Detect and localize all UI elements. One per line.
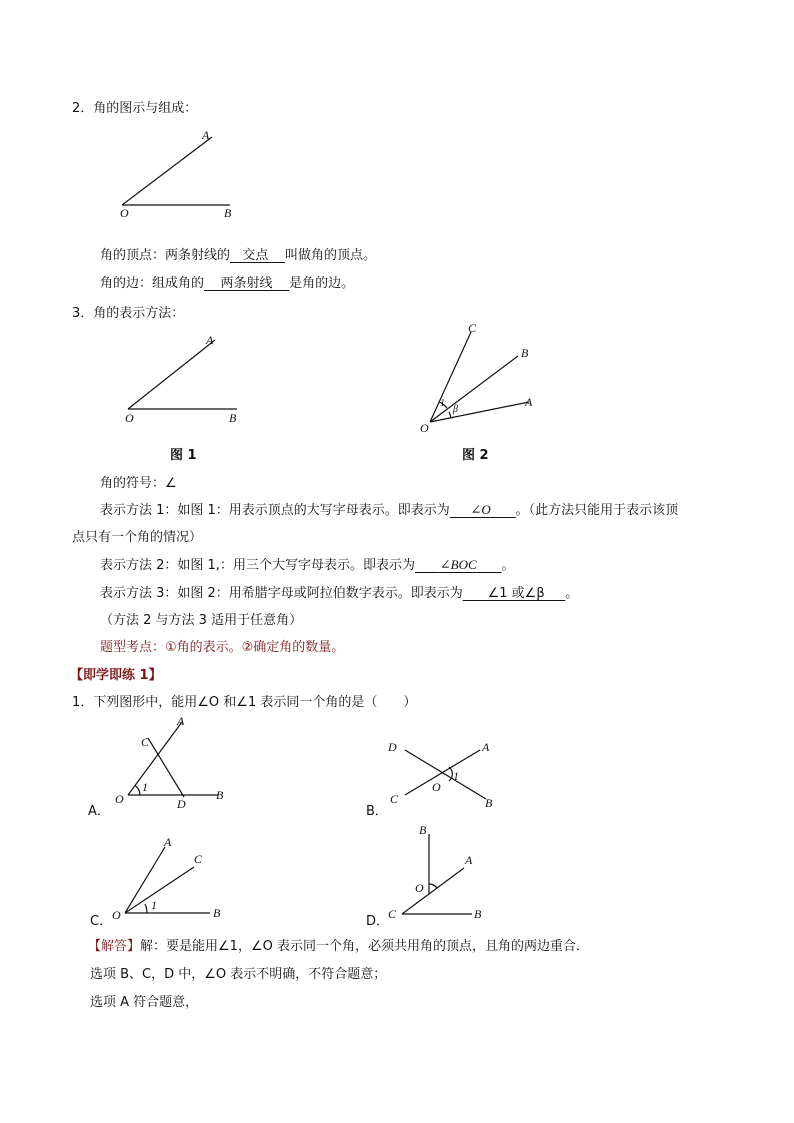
- answer-tag: 【解答】: [88, 939, 141, 954]
- label-a: A: [164, 835, 172, 849]
- vertex-suffix: 叫做角的顶点。: [284, 248, 376, 263]
- arc-angle-o: [429, 884, 437, 888]
- answer-line-1: [88, 935, 589, 954]
- line-db: [405, 750, 486, 799]
- label-c: C: [194, 852, 203, 866]
- label-1: 1: [151, 898, 157, 912]
- label-o: O: [432, 780, 441, 794]
- answer-text-1: 解：要是能用∠1，∠O 表示同一个角，必须共用角的顶点，且角的两边重合．: [140, 939, 589, 954]
- option-b-letter: B．: [366, 804, 388, 819]
- arc-angle-beta: [449, 412, 451, 418]
- ray-oa: [122, 137, 212, 205]
- method-1-prefix: 表示方法 1：如图 1：用表示顶点的大写字母表示。即表示为: [100, 503, 450, 518]
- arc-angle-1: [135, 786, 140, 796]
- practice-title: 【即学即练 1】: [70, 668, 162, 683]
- side-definition: [100, 272, 354, 291]
- option-d-figure: [384, 820, 494, 924]
- label-b: B: [224, 206, 232, 220]
- method-2: [100, 554, 514, 573]
- label-beta: β: [453, 404, 458, 415]
- section-3-heading: 3．角的表示方法：: [72, 306, 185, 321]
- angle-figure-aob: [110, 125, 250, 220]
- label-1: 1: [440, 398, 445, 409]
- methods-note: （方法 2 与方法 3 适用于任意角）: [100, 613, 303, 628]
- side-answer: [204, 276, 289, 291]
- ray-ob: [430, 356, 518, 422]
- method-1: [100, 499, 678, 518]
- label-o: O: [112, 908, 121, 922]
- label-o: O: [420, 421, 429, 435]
- label-d: D: [177, 797, 186, 811]
- label-o: O: [120, 206, 129, 220]
- ray-oc: [125, 867, 194, 913]
- method-1-suffix: 。（此方法只能用于表示该顶: [515, 503, 679, 518]
- vertex-prefix: 角的顶点：两条射线的: [100, 248, 231, 263]
- label-1: 1: [453, 769, 459, 783]
- side-prefix: 角的边：组成角的: [100, 276, 205, 291]
- option-a-figure: [110, 713, 240, 813]
- option-c-letter: C．: [90, 914, 113, 929]
- method-3-prefix: 表示方法 3：如图 2：用希腊字母或阿拉伯数字表示。即表示为: [100, 586, 463, 601]
- side-answer-text: 两条射线: [220, 276, 273, 291]
- exam-points: 题型考点：①角的表示。②确定角的数量。: [100, 640, 345, 655]
- label-c: C: [388, 907, 397, 921]
- arc-angle-1: [145, 904, 147, 913]
- method-3-answer: [463, 586, 565, 601]
- vertex-answer: [230, 248, 285, 263]
- answer-line-2: 选项 B、C，D 中，∠O 表示不明确，不符合题意；: [90, 967, 387, 982]
- label-a: A: [465, 853, 473, 867]
- label-b: B: [213, 906, 221, 920]
- method-2-suffix: 。: [501, 558, 515, 573]
- option-d-letter: D．: [366, 914, 390, 929]
- ray-ca: [402, 868, 464, 914]
- label-a: A: [482, 740, 490, 754]
- ray-oa: [128, 722, 182, 795]
- method-1-answer-text: ∠O: [470, 502, 491, 517]
- method-2-answer: [415, 558, 502, 573]
- ray-oa: [128, 340, 215, 409]
- figure-1-caption: 图 1: [170, 448, 197, 463]
- method-1-answer: [450, 503, 516, 518]
- answer-line-3: 选项 A 符合题意，: [90, 995, 199, 1010]
- label-b: B: [485, 796, 493, 810]
- label-a: A: [206, 333, 214, 347]
- method-3-suffix: 。: [565, 586, 579, 601]
- label-o: O: [115, 792, 124, 806]
- label-b: B: [216, 788, 224, 802]
- ray-oa: [125, 847, 165, 913]
- label-b: B: [229, 411, 237, 425]
- label-o: O: [125, 411, 134, 425]
- label-a: A: [525, 395, 533, 409]
- angle-symbol-line: 角的符号：∠: [100, 476, 177, 491]
- label-b-bottom: B: [474, 907, 482, 921]
- label-b: B: [521, 346, 529, 360]
- method-3-answer-text: ∠1 或∠β: [487, 586, 545, 601]
- method-3: [100, 582, 578, 601]
- method-1-continuation: 点只有一个角的情况）: [72, 530, 203, 545]
- side-suffix: 是角的边。: [289, 276, 355, 291]
- method-2-prefix: 表示方法 2：如图 1,：用三个大写字母表示。即表示为: [100, 558, 415, 573]
- vertex-answer-text: 交点: [242, 248, 269, 263]
- method-2-answer-text: ∠BOC: [439, 557, 477, 572]
- option-b-figure: [382, 735, 502, 815]
- figure-2-caption: 图 2: [462, 448, 489, 463]
- section-2-heading: 2．角的图示与组成：: [72, 101, 198, 116]
- label-c: C: [468, 321, 477, 335]
- label-o: O: [415, 881, 424, 895]
- label-a: A: [202, 128, 210, 142]
- option-c-figure: [110, 833, 235, 923]
- option-a-letter: A．: [88, 804, 110, 819]
- ray-oc: [430, 332, 471, 422]
- label-c: C: [141, 735, 150, 749]
- figure-1: [115, 330, 255, 428]
- label-1: 1: [142, 780, 148, 794]
- label-c: C: [390, 792, 399, 806]
- label-b-top: B: [419, 823, 427, 837]
- label-a: A: [177, 714, 185, 728]
- label-d: D: [388, 740, 397, 754]
- question-1: 1．下列图形中，能用∠O 和∠1 表示同一个角的是（ ）: [72, 695, 417, 710]
- figure-2: [415, 318, 550, 436]
- vertex-definition: [100, 244, 376, 263]
- segment-cd: [148, 738, 184, 797]
